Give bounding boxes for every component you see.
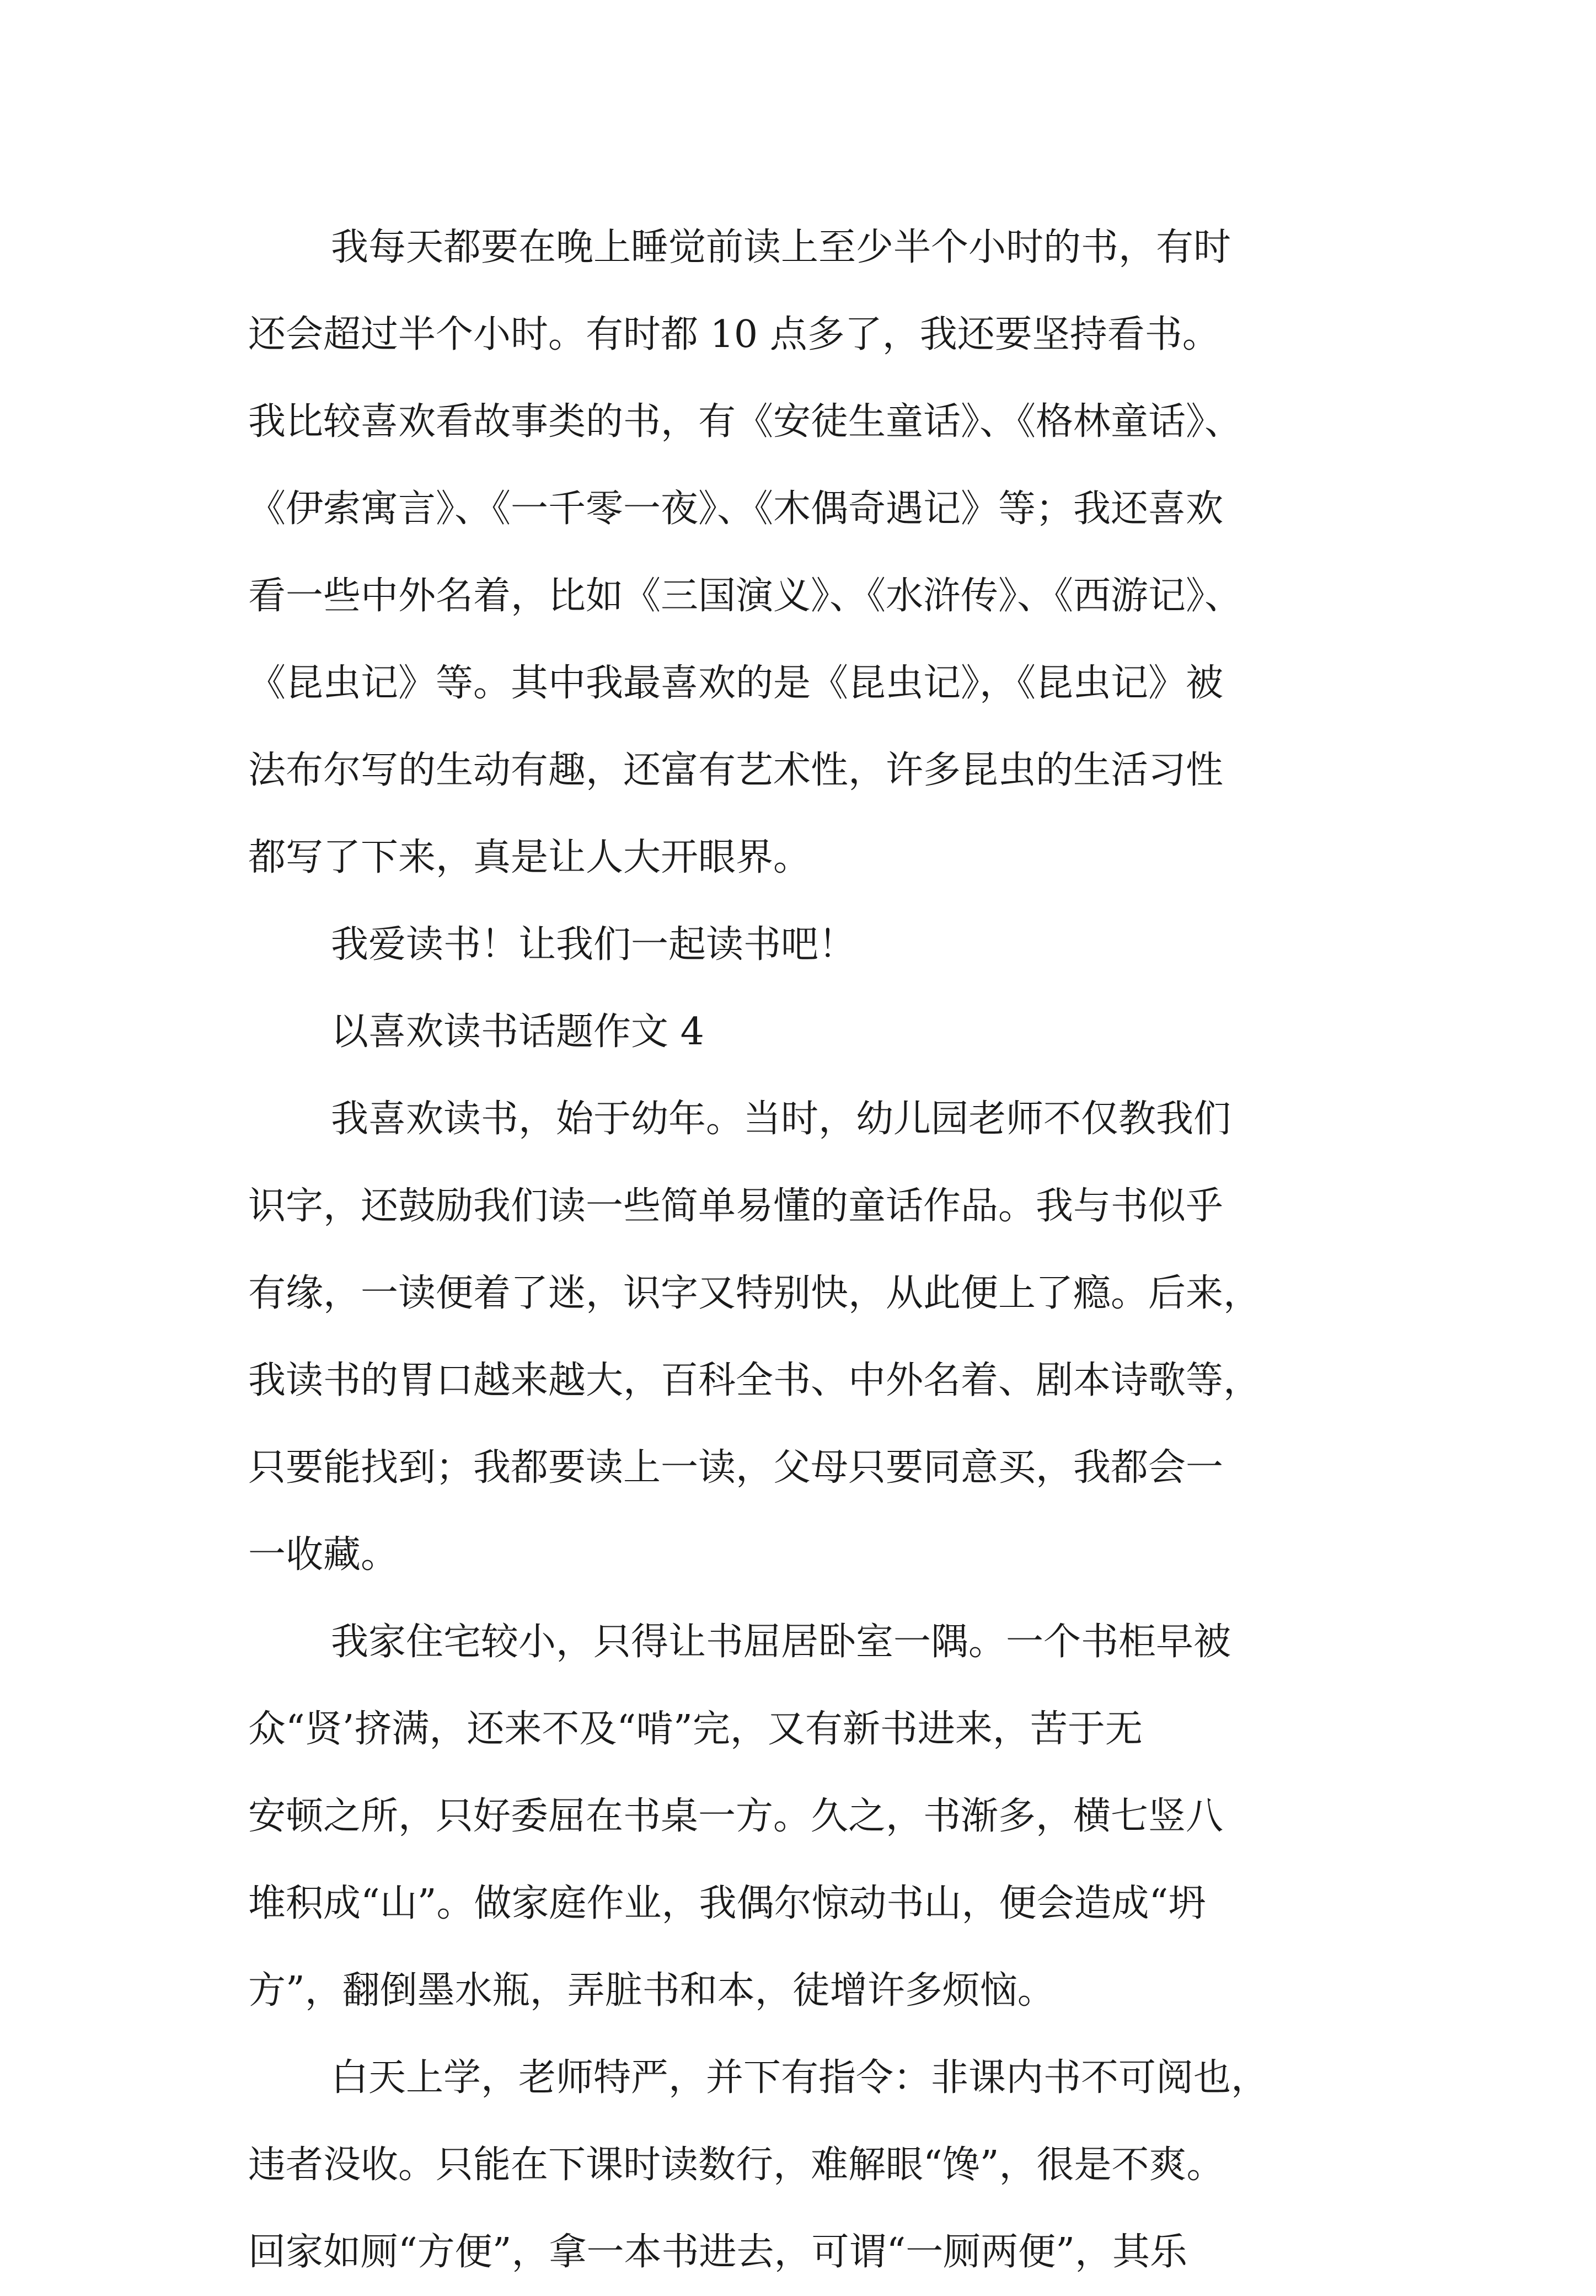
paragraph-line: 有缘，一读便着了迷，识字又特别快，从此便上了瘾。后来， [248,1272,1261,1315]
paragraph-line: 我读书的胃口越来越大，百科全书、中外名着、剧本诗歌等， [248,1359,1261,1402]
paragraph-line: 我爱读书！让我们一起读书吧！ [331,923,856,967]
paragraph-line: 都写了下来，真是让人大开眼界。 [248,836,811,879]
paragraph-line: 识字，还鼓励我们读一些简单易懂的童话作品。我与书似乎 [248,1184,1224,1228]
paragraph-line: 一收藏。 [248,1533,399,1577]
paragraph-line: 《昆虫记》等。其中我最喜欢的是《昆虫记》，《昆虫记》被 [248,661,1224,705]
paragraph-line: 我家住宅较小，只得让书屈居卧室一隅。一个书柜早被 [331,1620,1231,1664]
paragraph-line: 安顿之所，只好委屈在书桌一方。久之，书渐多，横七竖八 [248,1795,1224,1838]
paragraph-line: 方”，翻倒墨水瓶，弄脏书和本，徒增许多烦恼。 [248,1969,1055,2012]
document-body [248,204,1428,2296]
paragraph-line: 堆积成“山”。做家庭作业，我偶尔惊动书山，便会造成“坍 [248,1882,1206,1925]
paragraph-line: 白天上学，老师特严，并下有指令：非课内书不可阅也， [331,2056,1269,2100]
paragraph-line: 我比较喜欢看故事类的书，有《安徒生童话》、《格林童话》、 [248,400,1242,444]
paragraph-line: 众“贤’挤满，还来不及“啃”完，又有新书进来，苦于无 [248,1707,1143,1751]
paragraph-line: 只要能找到；我都要读上一读，父母只要同意买，我都会一 [248,1446,1224,1489]
paragraph-line: 还会超过半个小时。有时都 10 点多了，我还要坚持看书。 [248,313,1220,356]
paragraph-line: 《伊索寓言》、《一千零一夜》、《木偶奇遇记》等；我还喜欢 [248,487,1224,531]
section-heading: 以喜欢读书话题作文 4 [331,1010,704,1054]
paragraph-line: 法布尔写的生动有趣，还富有艺术性，许多昆虫的生活习性 [248,749,1224,792]
paragraph-line: 回家如厕“方便”，拿一本书进去，可谓“一厕两便”，其乐 [248,2230,1188,2274]
paragraph-line: 我每天都要在晚上睡觉前读上至少半个小时的书，有时 [331,226,1231,269]
paragraph-line: 我喜欢读书，始于幼年。当时，幼儿园老师不仅教我们 [331,1097,1231,1141]
paragraph-line: 看一些中外名着，比如《三国演义》、《水浒传》、《西游记》、 [248,574,1242,618]
paragraph-line: 违者没收。只能在下课时读数行，难解眼“馋”，很是不爽。 [248,2143,1224,2187]
